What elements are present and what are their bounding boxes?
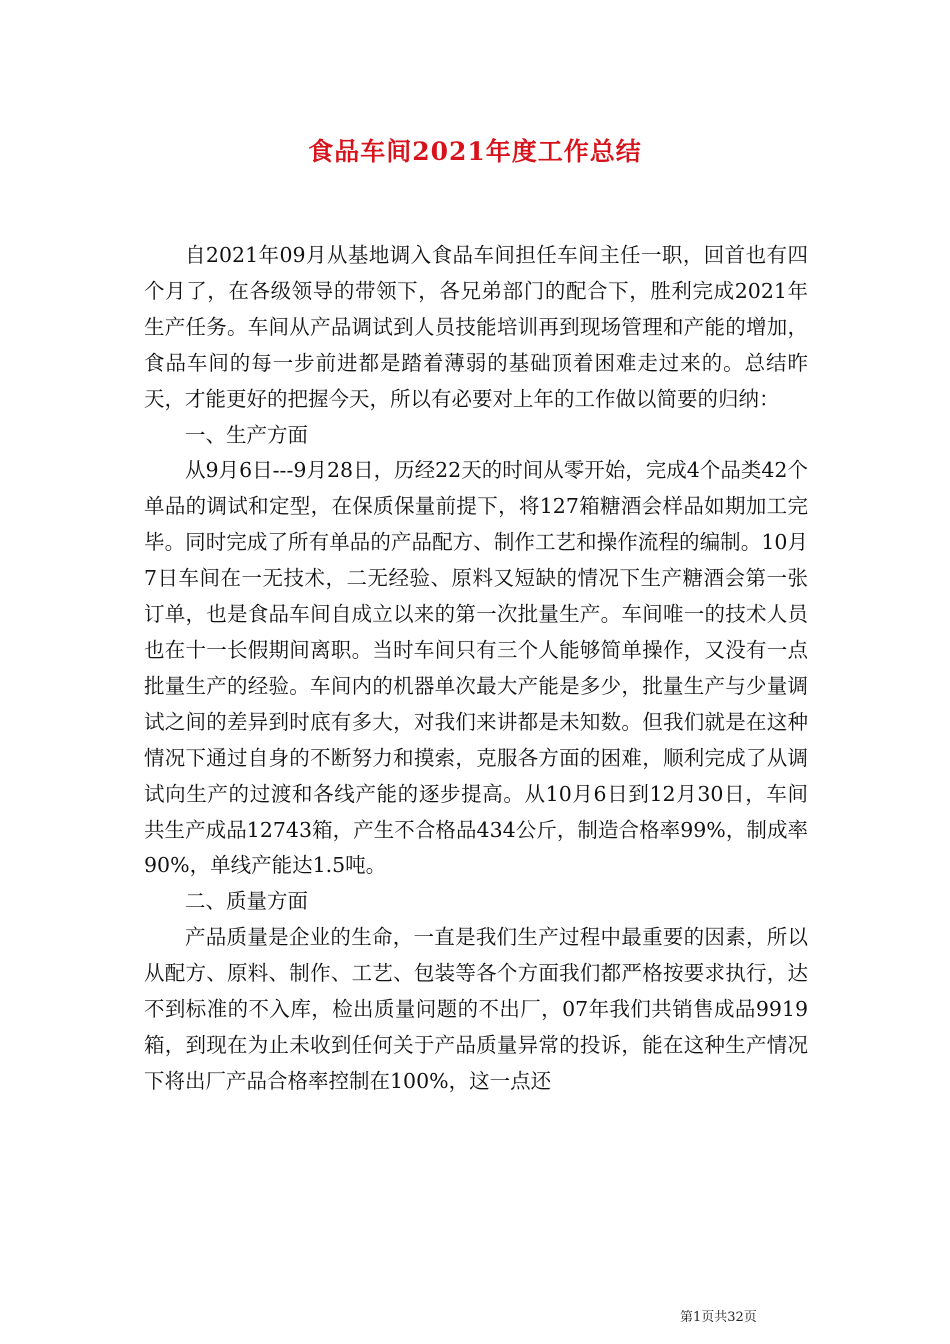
section-heading-production: 一、生产方面: [185, 422, 308, 447]
paragraph-intro: 自2021年09月从基地调入食品车间担任车间主任一职，回首也有四个月了，在各级领导的带领下，各兄弟部门的配合下，胜利完成2021年生产任务。车间从产品调试到人员技能培训再到现场管理和产能的增加，食品车间的每一步前进都是踏着薄弱的基础顶着困难走过来的。总结昨天，才能更好的把握今天，所以有必要对上年的工作做以简要的归纳：: [144, 243, 808, 411]
section-heading-quality: 二、质量方面: [185, 889, 308, 914]
paragraph-production: 从9月6日---9月28日，历经22天的时间从零开始，完成4个品类42个单品的调试和定型，在保质保量前提下，将127箱糖酒会样品如期加工完毕。同时完成了所有单品的产品配方、制作工艺和操作流程的编制。10月7日车间在一无技术，二无经验、原料又短缺的情况下生产糖酒会第一张订单，也是食品车间自成立以来的第一次批量生产。车间唯一的技术人员也在十一长假期间离职。当时车间只有三个人能够简单操作，又没有一点批量生产的经验。车间内的机器单次最大产能是多少，批量生产与少量调试之间的差异到时底有多大，对我们来讲都是未知数。但我们就是在这种情况下通过自身的不断努力和摸索，克服各方面的困难，顺利完成了从调试向生产的过渡和各线产能的逐步提高。从10月6日到12月30日，车间共生产成品12743箱，产生不合格品434公斤，制造合格率99%，制成率90%，单线产能达1.5吨。: [144, 458, 808, 878]
document-body: [144, 238, 808, 1100]
page-number-footer: 第1页共32页: [680, 1310, 757, 1325]
document-title: 食品车间2021年度工作总结: [308, 137, 642, 166]
paragraph-quality: 产品质量是企业的生命，一直是我们生产过程中最重要的因素，所以从配方、原料、制作、工艺、包装等各个方面我们都严格按要求执行，达不到标准的不入库，检出质量问题的不出厂，07年我们共销售成品9919箱，到现在为止未收到任何关于产品质量异常的投诉，能在这种生产情况下将出厂产品合格率控制在100%，这一点还: [144, 925, 808, 1093]
